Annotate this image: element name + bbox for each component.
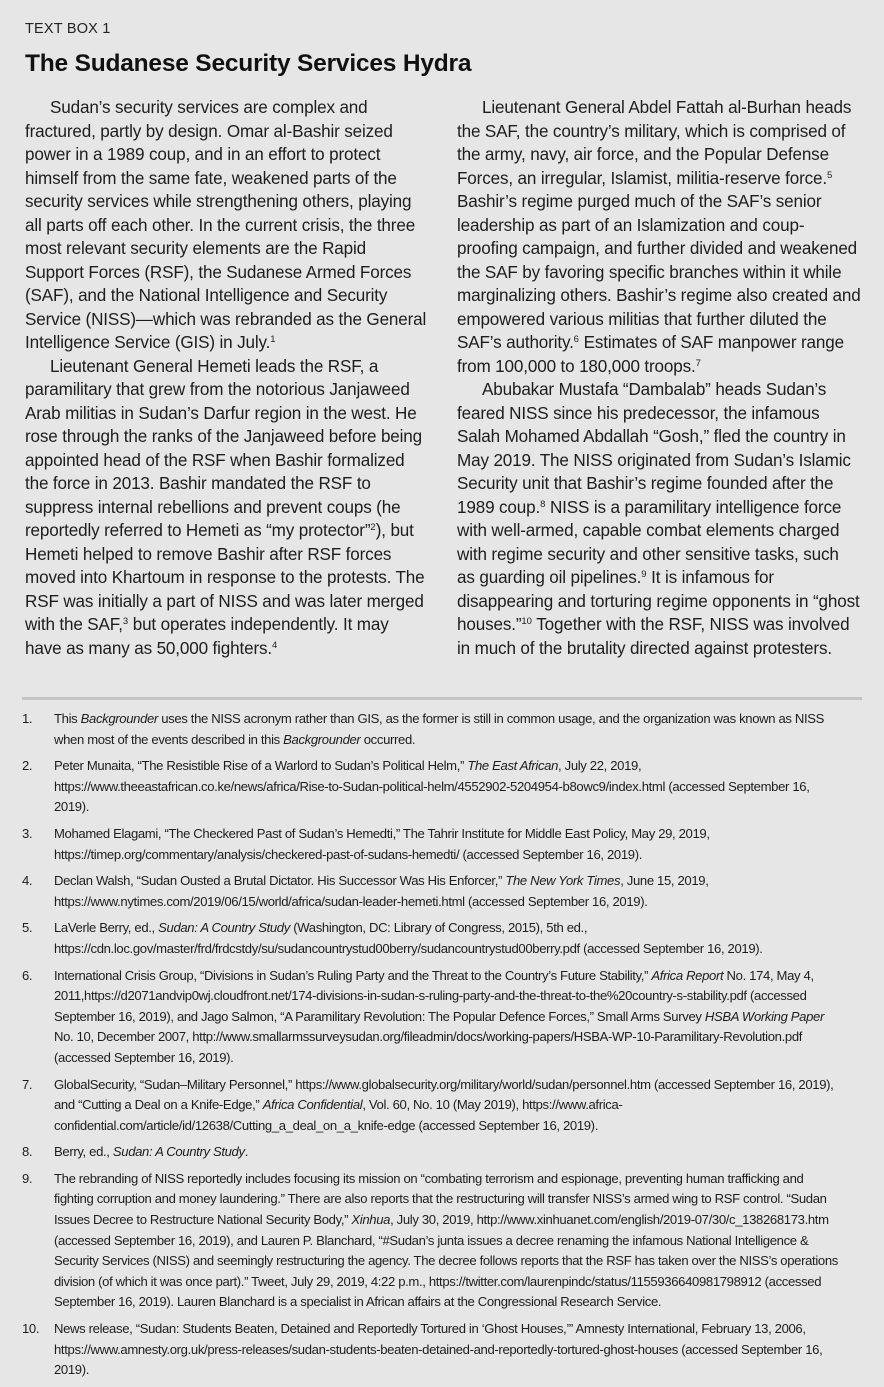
paragraph-text: NISS is a paramilitary intelligence force with well-armed, capable combat elements charged with regime security and other sensitive tasks, such as guarding oil pipelines.	[457, 497, 842, 587]
footnote-italic-text: Backgrounder	[80, 711, 158, 726]
footnote-ref-6[interactable]: 6	[573, 334, 579, 345]
footnote-italic-text: The East African	[467, 758, 559, 774]
paragraph-text: Bashir’s regime purged much of the SAF’s senior leadership as part of an Islamization and coup-proofing campaign, and further divided and weakened the SAF by favoring specific branches within it while marginalizing others. Bashir’s regime also created and empowered various militias that further diluted the SAF’s authority.	[457, 192, 861, 352]
footnote-text: Berry, ed.,	[54, 1144, 113, 1160]
footnote-ref-7[interactable]: 7	[695, 357, 701, 369]
footnote-text: .	[244, 1144, 248, 1160]
text-box-label: TEXT BOX 1	[25, 21, 111, 37]
footnote-italic-text: Africa Report	[651, 967, 724, 983]
footnote-number: 8.	[22, 1144, 33, 1160]
footnote-text: This	[54, 711, 81, 726]
text-box-title: The Sudanese Security Services Hydra	[25, 50, 472, 77]
body-columns	[25, 96, 861, 660]
footnote-item	[0, 918, 884, 959]
footnote-link-text[interactable]: , June 15, 2019, https://www.nytimes.com/2019/06/15/world/africa/sudan-leader-hemeti.html (accessed September 16, 2019).	[54, 873, 709, 909]
footnote-italic-text: Xinhua	[351, 1212, 391, 1228]
footnote-number: 10.	[22, 1321, 40, 1337]
footnote-number: 7.	[22, 1076, 33, 1092]
paragraph-text: Sudan’s security services are complex and fractured, partly by design. Omar al-Bashir seized power in a 1989 coup, and in an effort to protect himself from the same fate, weakened parts of the security services while strengthening others, playing all parts off each other. In the current crisis, the three most relevant security elements are the Rapid Support Forces (RSF), the Sudanese Armed Forces (SAF), and the National Intelligence and Security Service (NISS)—which was rebranded as the General Intelligence Service (GIS) in July.	[25, 98, 427, 352]
left-column	[25, 96, 429, 660]
footnote-italic-text: HSBA Working Paper	[704, 1008, 824, 1024]
footnote-item	[0, 1075, 884, 1137]
footnote-text: The rebranding of NISS reportedly includes focusing its mission on “combating terrorism and espionage, preventing human trafficking and fighting corruption and money laundering.” There are also reports that the restructuring will transfer NISS’s armed wing to RSF control. “Sudan Issues Decree to Restructure National Security Body,”	[54, 1170, 827, 1228]
footnote-divider	[22, 697, 862, 700]
paragraph-niss	[457, 378, 861, 660]
paragraph-saf	[457, 96, 861, 378]
paragraph-text: Together with the RSF, NISS was involved in much of the brutality directed against protesters.	[457, 615, 850, 658]
footnote-item	[0, 1319, 884, 1381]
footnote-ref-8[interactable]: 8	[540, 498, 546, 510]
footnote-link-text[interactable]: , Vol. 60, No. 10 (May 2019), https://www.africa-confidential.com/article/id/12638/Cutting_a_deal_on_a_knife-edge (accessed September 16, 2019).	[54, 1097, 623, 1133]
footnote-number: 4.	[22, 873, 33, 889]
footnote-item	[0, 709, 884, 750]
footnote-item	[0, 871, 884, 912]
footnote-ref-9[interactable]: 9	[641, 569, 647, 580]
footnote-italic-text: Africa Confidential	[262, 1097, 363, 1113]
footnote-link-text[interactable]: GlobalSecurity, “Sudan–Military Personnel,” https://www.globalsecurity.org/military/world/sudan/personnel.htm (accessed September 16, 2019), and “Cutting a Deal on a Knife-Edge,”	[54, 1076, 834, 1113]
footnote-italic-text: Backgrounder	[283, 731, 361, 747]
footnote-link-text[interactable]: , July 30, 2019, http://www.xinhuanet.com/english/2019-07/30/c_138268173.htm (accessed September 16, 2019), and Lauren P. Blanchard, “#Sudan’s junta issues a decree renaming the infamous National Intelligence & Security Services (NISS) and seemingly restructuring the agency. The decree follows reports that the RSF has taken over the NISS’s operations division (of which it was once part).” Tweet, July 29, 2019, 4:22 p.m., https://twitter.com/laurenpindc/status/1155936640981798912 (accessed September 16, 2019). Lauren Blanchard is a specialist in African affairs at the Congressional Research Service.	[54, 1212, 838, 1310]
footnote-link-text[interactable]: No. 174, May 4, 2011,https://d2071andvip0wj.cloudfront.net/174-divisions-in-sudan-s-ruling-party-and-the-threat-to-the%20country-s-stability.pdf (accessed September 16, 2019), and Jago Salmon, “A Paramilitary Revolution: The Popular Defence Forces,” Small Arms Survey	[54, 967, 814, 1024]
right-column	[457, 96, 861, 660]
footnote-ref-2[interactable]: 2	[370, 522, 376, 533]
footnote-ref-10[interactable]: 10	[521, 616, 532, 627]
footnote-text: occurred.	[360, 731, 416, 747]
footnote-link-text[interactable]: , July 22, 2019, https://www.theeastafrican.co.ke/news/africa/Rise-to-Sudan-political-helm/4552902-5204954-b8owc9/index.html (accessed September 16, 2019).	[54, 758, 810, 815]
footnote-link-text[interactable]: News release, “Sudan: Students Beaten, Detained and Reportedly Tortured in ‘Ghost Houses,’” Amnesty International, February 13, 2006, https://www.amnesty.org.uk/press-releases/sudan-students-beaten-detained-and-reportedly-tortured-ghost-houses (accessed September 16, 2019).	[54, 1321, 823, 1378]
paragraph-text: Estimates of SAF manpower range from 100,000 to 180,000 troops.	[457, 333, 844, 376]
paragraph-text: It is infamous for disappearing and torturing regime opponents in “ghost houses.”	[457, 568, 860, 634]
footnote-link-text[interactable]: No. 10, December 2007, http://www.smallarmssurveysudan.org/fileadmin/docs/working-papers/HSBA-WP-10-Paramilitary-Revolution.pdf (accessed September 16, 2019).	[54, 1029, 803, 1065]
paragraph-security-overview	[25, 96, 429, 355]
footnote-number: 5.	[22, 920, 33, 936]
footnote-number: 6.	[22, 967, 33, 983]
footnote-ref-5[interactable]: 5	[826, 169, 833, 181]
footnote-italic-text: Sudan: A Country Study	[112, 1144, 245, 1160]
paragraph-text: ), but Hemeti helped to remove Bashir after RSF forces moved into Khartoum in response to the protests. The RSF was initially a part of NISS and was later merged with the SAF,	[25, 521, 425, 634]
paragraph-text: Lieutenant General Hemeti leads the RSF, a paramilitary that grew from the notorious Janjaweed Arab militias in Sudan’s Darfur region in the west. He rose through the ranks of the Janjaweed before being appointed head of the RSF when Bashir formalized the force in 2013. Bashir mandated the RSF to suppress internal rebellions and prevent coups (he reportedly referred to Hemeti as “my protector”	[25, 356, 423, 540]
footnote-item	[0, 966, 884, 1069]
paragraph-text: but operates independently. It may have as many as 50,000 fighters.	[25, 615, 389, 658]
footnote-number: 2.	[22, 758, 33, 774]
footnote-italic-text: Sudan: A Country Study	[158, 920, 290, 936]
footnote-ref-1[interactable]: 1	[270, 334, 276, 345]
footnote-ref-4[interactable]: 4	[272, 639, 278, 651]
footnote-text: uses the NISS acronym rather than GIS, as the former is still in common usage, and the organization was known as NISS when most of the events described in this	[54, 711, 825, 747]
footnote-number: 9.	[22, 1170, 33, 1186]
footnote-item	[0, 1142, 884, 1163]
footnote-text: International Crisis Group, “Divisions in Sudan’s Ruling Party and the Threat to the Country’s Future Stability,”	[54, 967, 652, 983]
footnote-item	[0, 1169, 884, 1313]
footnote-link-text[interactable]: (Washington, DC: Library of Congress, 2015), 5th ed., https://cdn.loc.gov/master/frd/frdcstdy/su/sudancountrystud00berry/sudancountrystud00berry.pdf (accessed September 16, 2019).	[54, 920, 763, 956]
footnote-italic-text: The New York Times	[505, 873, 621, 889]
footnote-item	[0, 824, 884, 865]
footnote-text: Peter Munaita, “The Resistible Rise of a Warlord to Sudan’s Political Helm,”	[54, 758, 468, 774]
paragraph-rsf	[25, 355, 429, 661]
paragraph-text: Lieutenant General Abdel Fattah al-Burhan heads the SAF, the country’s military, which is comprised of the army, navy, air force, and the Popular Defense Forces, an irregular, Islamist, militia-reserve force.	[457, 98, 852, 188]
footnote-list	[0, 709, 884, 1387]
footnote-text: LaVerle Berry, ed.,	[54, 920, 159, 936]
footnote-number: 3.	[22, 825, 33, 841]
footnote-text: Declan Walsh, “Sudan Ousted a Brutal Dictator. His Successor Was His Enforcer,”	[54, 873, 506, 889]
footnote-ref-3[interactable]: 3	[122, 616, 129, 627]
footnote-link-text[interactable]: Mohamed Elagami, “The Checkered Past of Sudan’s Hemedti,” The Tahrir Institute for Middle East Policy, May 29, 2019, https://timep.org/commentary/analysis/checkered-past-of-sudans-hemedti/ (accessed September 16, 2019).	[54, 825, 710, 862]
paragraph-text: Abubakar Mustafa “Dambalab” heads Sudan’s feared NISS since his predecessor, the infamous Salah Mohamed Abdallah “Gosh,” fled the country in May 2019. The NISS originated from Sudan’s Islamic Security unit that Bashir’s regime founded after the 1989 coup.	[457, 380, 851, 517]
footnote-number: 1.	[22, 711, 33, 726]
footnote-item	[0, 756, 884, 818]
